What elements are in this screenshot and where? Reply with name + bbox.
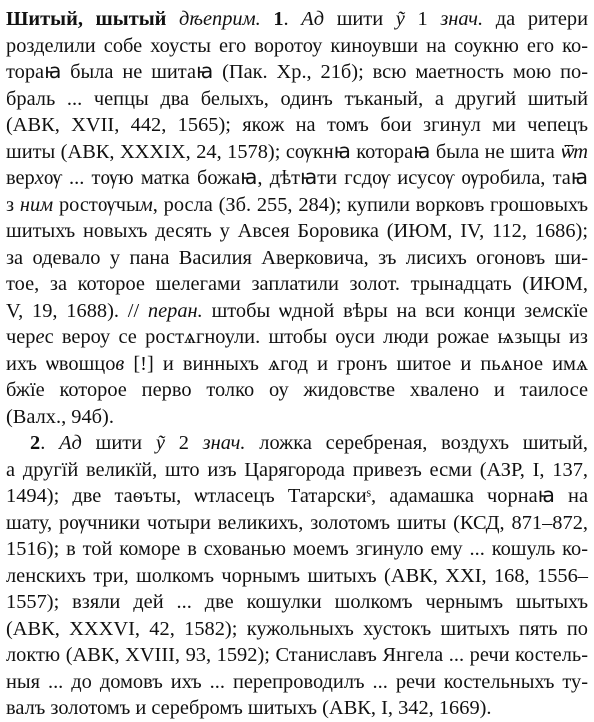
text-run: 1557); взяли дей ... две кошулки шолкомъ чернымъ шытыхъ xyxy=(6,591,588,613)
italic-run: х xyxy=(34,167,44,189)
italic-run: перан. xyxy=(147,299,203,322)
bold-run: Шитый, шытый xyxy=(6,8,167,30)
entry-line xyxy=(6,245,588,272)
text-run: шити xyxy=(324,8,396,30)
entry-line xyxy=(6,589,588,616)
entry-line xyxy=(6,271,588,298)
text-run: бжїе которое перво толко оу жидовстве хвалено и таилосе xyxy=(6,379,588,401)
entry-line xyxy=(6,6,588,33)
italic-run: ним xyxy=(19,193,54,216)
entry-line xyxy=(6,218,588,245)
text-run: валъ золотомъ и серебромъ шитыхъ (АВК, I, 342, 1669). xyxy=(6,697,492,719)
text-run xyxy=(166,8,179,30)
italic-run: м xyxy=(139,193,153,216)
text-run: ѹ ... тѹю матка божаꙗ, дѣтꙗти гсдѹ исусѹ ѹробила, таꙗ xyxy=(43,167,588,189)
entry-line xyxy=(6,59,588,86)
entry-line xyxy=(6,536,588,563)
entry-line xyxy=(6,616,588,643)
text-run: , росла (Зб. 255, 284); купили ворковъ грошовыхъ xyxy=(152,193,588,216)
text-run: ныя ... до домовъ ихъ ... перепроводилъ ... речи костельныхъ ту- xyxy=(6,670,588,693)
text-run: ложка серебреная, воздухъ шитый, xyxy=(245,432,588,454)
text-run: тое, за которое шелегами заплатили золот. трынадцать (ИЮМ, xyxy=(6,273,588,295)
text-run: вер xyxy=(6,167,35,189)
entry-line xyxy=(6,165,588,192)
text-run: шити xyxy=(81,432,156,454)
entry-line xyxy=(6,404,588,431)
entry-line xyxy=(6,377,588,404)
italic-run: в xyxy=(115,352,125,375)
text-run: 1516); в той коморе в схованью моемъ згинуло ему ... кошуль ко- xyxy=(6,538,588,560)
entry-line xyxy=(6,563,588,590)
italic-run: е xyxy=(35,326,45,348)
entry-line xyxy=(6,298,588,325)
entry-line xyxy=(6,324,588,351)
text-run: з xyxy=(6,193,20,216)
text-run: с вероу се ростѧгноули. штобы оуси люди рожае ѩзыцы из xyxy=(44,326,588,348)
text-run: чер xyxy=(6,326,36,348)
text-run: . xyxy=(40,432,60,454)
text-run: 2 xyxy=(164,432,203,454)
entry-line xyxy=(6,192,588,219)
italic-run: м xyxy=(541,299,555,322)
entry-line xyxy=(6,139,588,166)
entry-line xyxy=(6,430,588,457)
text-run xyxy=(261,8,274,30)
text-run: (Валх., 94б). xyxy=(6,405,114,428)
text-run: браль ... чепцы два белыхъ, одинъ тъканый, а другий шитый xyxy=(6,87,588,110)
text-run: шитыхъ новыхъ десять у Авсея Боровика (ИЮМ, IV, 112, 1686); xyxy=(6,220,588,242)
entry-line xyxy=(6,483,588,510)
text-run: шиты (АВК, XXXIX, 24, 1578); сѹкнꙗ котораꙗ была не шита xyxy=(6,140,561,163)
entry-line xyxy=(6,112,588,139)
italic-run: Ад xyxy=(59,432,82,454)
entry-line xyxy=(6,669,588,696)
text-run: [!] и винныхъ ѧгод и гронъ шитое и пьѧное имѧ xyxy=(124,352,588,375)
bold-run: 1 xyxy=(273,8,284,30)
text-run: локтю (АВК, XVIII, 93, 1592); Станиславъ Янгела ... речи костель- xyxy=(6,644,588,666)
entry-line xyxy=(6,33,588,60)
dictionary-entry xyxy=(6,6,588,722)
text-run: (АВК, XXXVI, 42, 1582); кужольныхъ хустокъ шитыхъ пять по xyxy=(6,617,588,640)
italic-run: Ад xyxy=(301,8,325,30)
bold-run: 2 xyxy=(30,432,41,454)
italic-run: ỹ xyxy=(395,8,405,30)
text-run: скїе xyxy=(554,299,588,322)
entry-line xyxy=(6,510,588,537)
italic-run: знач. xyxy=(440,8,484,30)
italic-run: ѿт xyxy=(560,140,588,163)
text-run: штобы ѡдной вѣры на вси конци зе xyxy=(202,299,542,322)
text-run: розделили собе хоусты его воротоу киноувши на соукню его ко- xyxy=(6,34,588,57)
italic-run: ỹ xyxy=(155,432,165,454)
text-run: ихъ ѡвошцо xyxy=(6,352,116,375)
text-run: 1 xyxy=(404,8,441,30)
text-run: V, 19, 1688). // xyxy=(6,299,148,322)
text-run: 1494); две таѳъты, ѡтласецъ Татарскиˢ, адамашка чорнаꙗ на xyxy=(6,485,588,507)
italic-run: дѣеприм. xyxy=(179,8,261,30)
italic-run: знач. xyxy=(202,432,246,454)
entry-line xyxy=(6,86,588,113)
entry-line xyxy=(6,351,588,378)
text-run: за одевало у пана Василия Аверковича, зъ лисихъ огоновъ ши- xyxy=(6,246,588,269)
text-run: шату, рѹчники чотыри великихъ, золотомъ шиты (КСД, 871–872, xyxy=(6,511,588,534)
text-run: да ритери xyxy=(483,8,589,30)
text-run: (АВК, XVII, 442, 1565); якож на томъ бои згинул ми чепецъ xyxy=(6,114,588,136)
text-run: ленскихъ три, шолкомъ чорнымъ шитыхъ (АВК, XXI, 168, 1556– xyxy=(6,564,588,587)
entry-line xyxy=(6,642,588,669)
entry-line xyxy=(6,695,588,722)
entry-line xyxy=(6,457,588,484)
text-run: а другїй великїй, што изъ Царягорода привезъ есми (АЗР, I, 137, xyxy=(6,458,588,481)
text-run: . xyxy=(283,8,302,30)
text-run: тораꙗ была не шитаꙗ (Пак. Хр., 21б); всю маетность мою по- xyxy=(6,61,588,83)
text-run: ростѹчы xyxy=(53,193,140,216)
